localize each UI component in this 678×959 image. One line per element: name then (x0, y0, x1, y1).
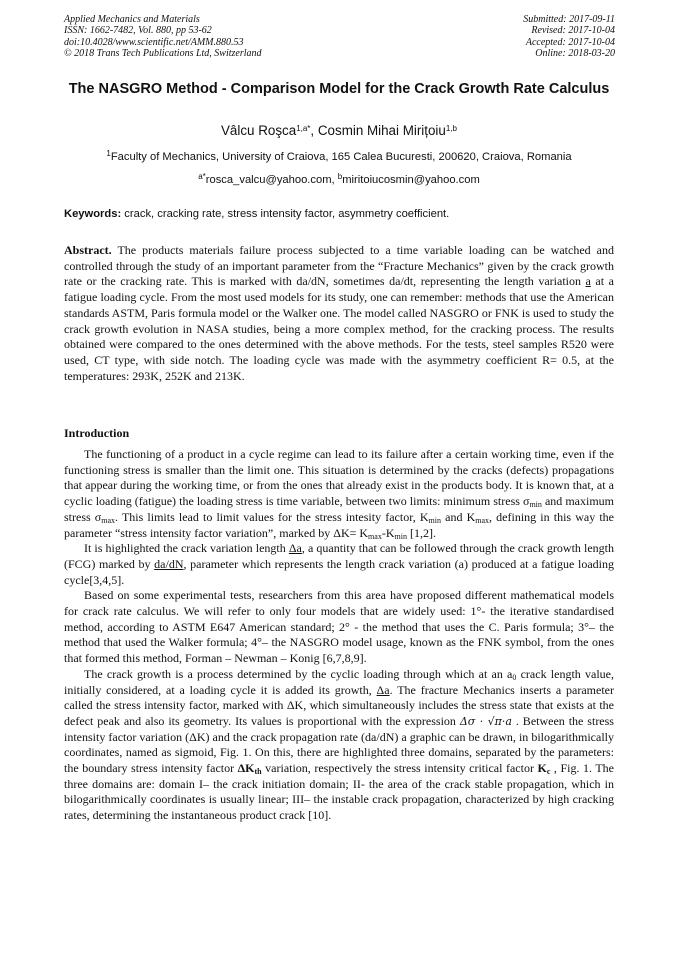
paragraph-text: and K (440, 509, 476, 524)
journal-header-right (523, 14, 615, 60)
journal-name: Applied Mechanics and Materials (64, 14, 200, 25)
subscript: 0 (512, 672, 517, 682)
delta-a-symbol: Δa (376, 682, 390, 697)
subscript: c (546, 767, 551, 777)
subscript: min (394, 531, 407, 541)
paragraph-text: , defining in this way the parameter “stress intensity factor variation”, marked by ΔK= K (64, 509, 614, 540)
affiliation-text: Faculty of Mechanics, University of Craiova, 165 Calea Bucuresti, 200620, Craiova, Romania (110, 151, 572, 163)
paragraph (64, 667, 614, 824)
revised-date: Revised: 2017-10-04 (531, 25, 615, 37)
paragraph: Based on some experimental tests, researchers from this area have proposed different mathematical models for crack rate calculus. We will refer to only four models that are widely used: 1°- the iterative standardised method, according to ASTM E647 American standard; 2° - the method that uses the C. Paris formula; 3°– the method that used the Walker formula; 4°– the NASGRO model usage, known as the FNK symbol, from the ones that formed this method, Forman – Newman – Konig [6,7,8,9]. (64, 588, 614, 666)
keywords (64, 207, 614, 221)
paragraph-text: variation, respectively the stress intensity critical factor (261, 761, 538, 776)
keywords-label: Keywords: (64, 208, 122, 220)
paragraph-text: , Fig. 1. The three domains are: domain I– the crack initiation domain; II- the area of the crack stable propagation, which in bilogarithmically coordinates is usually linear; III– the instable crack propagation, characterized by high cracking rates, determining the instantaneous product crack [10]. (64, 761, 614, 823)
paragraph-text: , parameter which represents the length crack variation (a) produced at a fatigue loading cycle[3,4,5]. (64, 556, 614, 587)
subscript: max (101, 515, 116, 525)
email-marker: a* (198, 172, 206, 181)
paragraph (64, 541, 614, 588)
affiliation-marker: 1 (106, 149, 111, 158)
dadn-symbol: da/dN (154, 556, 184, 571)
author-list (64, 122, 614, 140)
paragraph-text: The crack growth is a process determined by the cyclic loading through which at an a (84, 666, 513, 681)
abstract (64, 243, 614, 384)
paragraph (64, 447, 614, 541)
email-marker: b (337, 172, 343, 181)
paragraph-text: -K (381, 525, 395, 540)
author-separator: , (310, 123, 318, 138)
copyright-line: © 2018 Trans Tech Publications Ltd, Switzerland (64, 48, 262, 60)
email-link[interactable]: miritoiucosmin@yahoo.com (342, 174, 480, 186)
length-symbol: a (585, 274, 591, 289)
delta-a-symbol: Δa (288, 541, 302, 556)
paragraph-text: and maximum stress σ (64, 494, 614, 524)
email-link[interactable]: rosca_valcu@yahoo.com, (205, 174, 338, 186)
section-heading: Introduction (64, 426, 130, 440)
subscript: max (368, 531, 382, 541)
accepted-date: Accepted: 2017-10-04 (525, 36, 615, 48)
keywords-text: crack, cracking rate, stress intensity factor, asymmetry coefficient. (121, 208, 450, 220)
journal-header-left (64, 14, 262, 60)
subscript: min (529, 500, 542, 510)
subscript: max (475, 515, 490, 525)
paragraph-text: . The fracture Mechanics inserts a parameter called the stress intensity factor, marked with ΔK, which simultaneously includes the stress state that exists at the defect peak and also its geometry. Its values is proportional with the expression (64, 682, 614, 728)
online-date: Online: 2018-03-20 (535, 48, 615, 60)
subscript: th (254, 767, 262, 777)
author-name: Vâlcu Roşca (221, 123, 297, 138)
author-emails (64, 173, 614, 187)
subscript: min (428, 515, 441, 525)
stress-expression: Δσ · √π·a (459, 714, 512, 728)
abstract-label: Abstract. (64, 243, 112, 257)
doi-line[interactable]: doi:10.4028/www.scientific.net/AMM.880.53 (64, 36, 244, 48)
paragraph-text: , a quantity that can be followed through the crack growth length (FCG) marked by (64, 541, 614, 571)
submitted-date: Submitted: 2017-09-11 (523, 14, 615, 25)
author-affiliation-marker: 1,b (445, 124, 457, 133)
critical-factor-symbol: K (537, 761, 547, 776)
paragraph-text: . Between the stress intensity factor variation (ΔK) and the crack propagation rate (da/dN) a graphic can be drawn, in bilogarithmically coordinates, named as sigmoid, Fig. 1. On this, there are highlighted three domains, separated by the parameters: the boundary stress intensity factor (64, 713, 614, 776)
paragraph-text: crack length value, initially considered, at a loading cycle it is added its growth, (64, 666, 614, 697)
threshold-symbol: ΔK (237, 761, 255, 776)
paper-title: The NASGRO Method - Comparison Model for the Crack Growth Rate Calculus (68, 81, 610, 97)
abstract-paragraph (64, 243, 614, 384)
paragraph-text: The functioning of a product in a cycle regime can lead to its failure after a certain working time, even if the functioning stress is smaller than the limit one. This situation is determined by the cracks (defects) propagations that appear during the working time, or from the ones that already exist in the products body. It is known that, at a cyclic loading (fatigue) the loading stress is time variable, between two limits: minimum stress σ (64, 447, 614, 509)
paragraph-text: . This limits lead to limit values for the stress intesity factor, K (115, 509, 429, 524)
introduction-section (64, 447, 614, 824)
affiliation (64, 150, 614, 164)
author-affiliation-marker: 1,a* (296, 124, 311, 133)
issn-line: ISSN: 1662-7482, Vol. 880, pp 53-62 (64, 25, 212, 37)
author-name: Cosmin Mihai Mirițoiu (317, 123, 446, 138)
abstract-text: The products materials failure process subjected to a time variable loading can be watched and controlled through the study of an important parameter from the “Fracture Mechanics” given by the crack growth rate or the cracking rate. This is marked with da/dN, sometimes da/dt, representing the length variation (64, 243, 614, 289)
citation[interactable]: [1,2]. (406, 525, 436, 540)
abstract-text: at a fatigue loading cycle. From the most used models for its study, one can remember: methods that use the American standards ASTM, Paris formula model or the Walker one. The model called NASGRO or FNK is used to study the crack growth evolution in NASA studies, being a more complex method, for the cracking process. The results obtained were compared to the ones determined with the above methods. For the tests, steel samples R520 were used, CT type, with side notch. The loading cycle was made with the asymmetry coefficient R= 0.5, at the temperatures: 293K, 252K and 213K. (64, 274, 614, 383)
paragraph-text: It is highlighted the crack variation length (84, 541, 289, 556)
